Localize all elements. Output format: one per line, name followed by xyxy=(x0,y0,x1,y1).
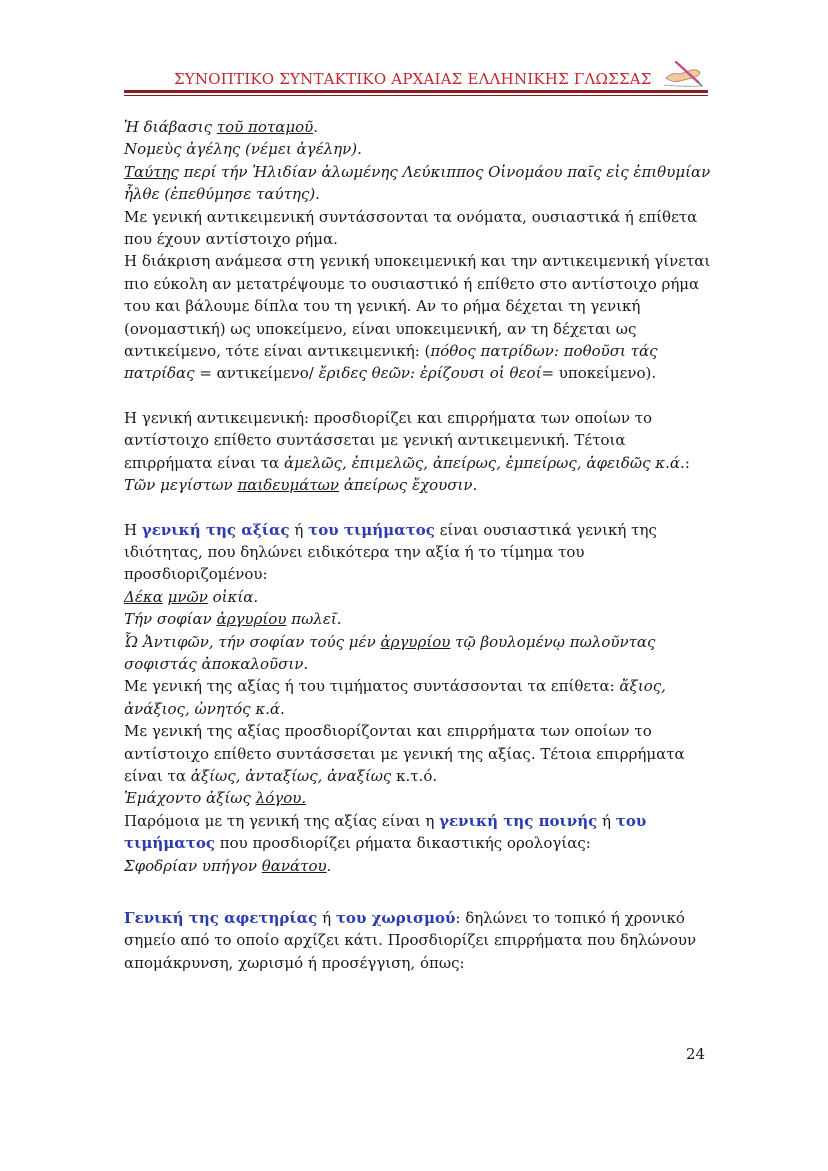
paragraph-text: Με γενική της αξίας ή του τιμήματος συντάσσονται τα επίθετα: xyxy=(124,677,620,696)
underlined-genitive: τοῦ ποταμοῦ xyxy=(216,118,314,136)
highlight-term: του τιμήματος xyxy=(124,811,647,853)
example-deka xyxy=(124,586,714,608)
highlight-term: γενική της ποινής xyxy=(439,811,598,830)
paragraph-text: ή xyxy=(317,909,336,927)
paragraph-text: ή xyxy=(289,520,309,539)
underlined-genitive: Ταύτης xyxy=(124,162,179,181)
header-rule-thin xyxy=(124,95,708,96)
paragraph-text: είναι ουσιαστικά γενική της ιδιότητας, που δηλώνει ειδικότερα την αξία ή το τίμημα του προσδιοριζομένου: xyxy=(124,520,657,584)
example-sofian xyxy=(124,608,714,630)
spacer xyxy=(124,877,714,907)
adjectives-of-value xyxy=(124,675,714,720)
example-antifon xyxy=(124,631,714,676)
example-text: ἀμελῶς, ἐπιμελῶς, ἀπείρως, ἐμπείρως, ἀφειδῶς κ.ά. xyxy=(283,453,685,472)
page-body xyxy=(124,116,714,974)
underlined-genitive: ἀργυρίου xyxy=(380,632,451,651)
example-sfodrian xyxy=(124,855,714,877)
genitive-of-origin xyxy=(124,907,714,974)
spacer xyxy=(124,497,714,519)
example-text: Ἡ διάβασις xyxy=(124,118,217,136)
example-text: Ἐμάχοντο ἀξίως xyxy=(124,789,256,808)
paragraph-text: Με γενική της αξίας προσδιορίζονται και επιρρήματα των οποίων το αντίστοιχο επίθετο συντάσσεται με γενική της αξίας. Τέτοια επιρρήματα είναι τα xyxy=(124,722,685,785)
example-text: ἀξίως, ἀνταξίως, ἀναξίως xyxy=(190,766,392,785)
example-text: ἀπείρως ἔχουσιν. xyxy=(339,476,478,495)
rule-objective-genitive: Με γενική αντικειμενική συντάσσονται τα ονόματα, ουσιαστικά ή επίθετα που έχουν αντίστοιχο ρήμα. xyxy=(124,207,698,249)
example-megiston xyxy=(124,474,714,496)
example-text: ἄξιος, ἀνάξιος, ὠνητός κ.ά. xyxy=(124,677,666,718)
underlined-genitive: παιδευμάτων xyxy=(237,476,340,495)
underlined-genitive: λόγου. xyxy=(255,789,307,808)
example-text: περί τήν Ἠλιδίαν ἁλωμένης Λεύκιππος Οἰνομάου παῖς εἰς ἐπιθυμίαν ἦλθε (ἐπεθύμησε ταύτης). xyxy=(124,162,711,204)
genitive-of-penalty xyxy=(124,810,714,855)
highlight-term: γενική της αξίας xyxy=(141,520,290,539)
paragraph-text: που προσδιορίζει ρήματα δικαστικής ορολογίας: xyxy=(215,834,591,853)
paragraph-text: κ.τ.ό. xyxy=(391,766,438,785)
underlined-genitive: θανάτου xyxy=(261,856,327,875)
example-text: ἔριδες θεῶν: ἐρίζουσι οἱ θεοί xyxy=(318,364,542,383)
punctuation: : xyxy=(684,453,690,472)
example-nomeus xyxy=(124,138,714,160)
highlight-term: του τιμήματος xyxy=(308,520,435,539)
hand-writing-pen-icon xyxy=(662,58,706,88)
punctuation: . xyxy=(313,118,319,136)
paragraph-text: Παρόμοια με τη γενική της αξίας είναι η xyxy=(124,811,440,830)
example-text: τῷ βουλομένῳ πωλοῦντας σοφιστάς ἀποκαλοῦσιν. xyxy=(124,632,656,673)
punctuation: . xyxy=(326,856,332,875)
header-title: ΣΥΝΟΠΤΙΚΟ ΣΥΝΤΑΚΤΙΚΟ ΑΡΧΑΙΑΣ ΕΛΛΗΝΙΚΗΣ ΓΛΩΣΣΑΣ xyxy=(174,70,652,88)
example-text: πόθος πατρίδων: ποθοῦσι τάς πατρίδας xyxy=(124,342,658,383)
paragraph-text: ή xyxy=(597,811,616,830)
highlight-term: Γενική της αφετηρίας xyxy=(124,909,318,927)
example-emachonto xyxy=(124,787,714,809)
adverbs-objective-paragraph xyxy=(124,407,714,474)
example-text: Σφοδρίαν υπήγον xyxy=(124,856,262,875)
example-diavasis xyxy=(124,116,714,138)
header-rule-thick xyxy=(124,90,708,93)
genitive-of-value-intro xyxy=(124,519,714,586)
underlined-genitive: ἀργυρίου xyxy=(216,610,287,629)
example-tautis xyxy=(124,161,714,206)
page-header xyxy=(124,58,708,98)
page-number: 24 xyxy=(686,1045,706,1063)
distinction-paragraph xyxy=(124,250,714,384)
paragraph-text: = αντικείμενο/ xyxy=(194,364,319,383)
example-text: Ὦ Ἀντιφῶν, τήν σοφίαν τούς μέν xyxy=(124,632,381,651)
paragraph-text: = υποκείμενο). xyxy=(541,364,657,383)
adverbs-of-value xyxy=(124,720,714,787)
example-text: Νομεὺς ἀγέλης (νέμει ἀγέλην). xyxy=(124,140,362,159)
example-text: οἰκία. xyxy=(207,587,259,606)
highlight-term: του χωρισμού xyxy=(335,909,456,927)
spacer xyxy=(124,385,714,407)
paragraph-text: : δηλώνει το τοπικό ή χρονικό σημείο από το οποίο αρχίζει κάτι. Προσδιορίζει επιρρήματα που δηλώνουν απομάκρυνση, χωρισμό ή προσέγγιση, όπως: xyxy=(124,909,697,972)
paragraph-text: Η διάκριση ανάμεσα στη γενική υποκειμενική και την αντικειμενική γίνεται πιο εύκολη αν μετατρέψουμε το ουσιαστικό ή επίθετο στο αντίστοιχο ρήμα του και βάλουμε δίπλα του τη γενική. Αν το ρήμα δέχεται τη γενική (ονομαστική) ως υποκείμενο, είναι υποκειμενική, αν τη δέχεται ως αντικείμενο, τότε είναι αντικειμενική: ( xyxy=(124,252,711,361)
underlined-genitive: Δέκα xyxy=(124,587,163,606)
paragraph-text: Η xyxy=(124,520,142,539)
example-text: Τήν σοφίαν xyxy=(124,610,217,629)
paragraph-text: Η γενική αντικειμενική: προσδιορίζει και επιρρήματα των οποίων το αντίστοιχο επίθετο συντάσσεται με γενική αντικειμενική. Τέτοια επιρρήματα είναι τα xyxy=(124,408,653,472)
example-text: Τῶν μεγίστων xyxy=(124,476,238,495)
example-text: πωλεῖ. xyxy=(286,610,342,629)
underlined-genitive: μνῶν xyxy=(167,587,208,606)
